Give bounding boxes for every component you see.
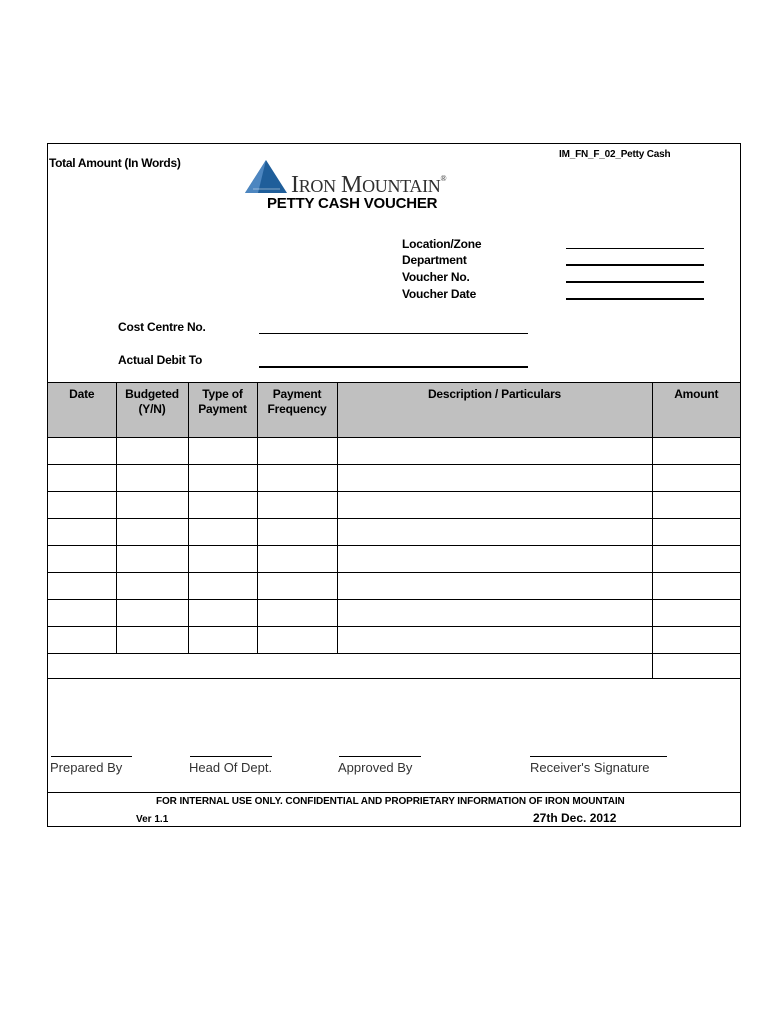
page-title: PETTY CASH VOUCHER (267, 195, 438, 212)
receiver-signature-line[interactable] (530, 756, 667, 757)
total-amount-label: Total Amount (In Words) (49, 156, 181, 170)
voucher-date-field[interactable] (566, 298, 704, 300)
voucher-table (48, 382, 740, 654)
approved-by-label: Approved By (338, 760, 413, 775)
table-row (48, 519, 740, 546)
table-row (48, 600, 740, 627)
table-header-row (48, 383, 740, 438)
form-code: IM_FN_F_02_Petty Cash (559, 149, 671, 160)
location-label: Location/Zone (402, 237, 482, 251)
voucher-no-label: Voucher No. (402, 270, 470, 284)
table-row (48, 438, 740, 465)
receiver-signature-label: Receiver's Signature (530, 760, 650, 775)
head-of-dept-line[interactable] (190, 756, 272, 757)
location-field[interactable] (566, 248, 704, 249)
col-description: Description / Particulars (337, 383, 652, 438)
approved-by-line[interactable] (339, 756, 421, 757)
col-amount: Amount (652, 383, 740, 438)
department-label: Department (402, 253, 467, 267)
confidential-notice: FOR INTERNAL USE ONLY. CONFIDENTIAL AND PROPRIETARY INFORMATION OF IRON MOUNTAIN (156, 796, 625, 807)
table-row (48, 492, 740, 519)
version-label: Ver 1.1 (136, 814, 169, 825)
total-amount-divider (652, 651, 653, 678)
department-field[interactable] (566, 264, 704, 266)
prepared-by-line[interactable] (51, 756, 132, 757)
brand-name: IRON MOUNTAIN® (291, 172, 447, 198)
cost-centre-label: Cost Centre No. (118, 320, 206, 334)
table-row (48, 573, 740, 600)
total-amount-row (48, 651, 740, 679)
col-type-of-payment: Type of Payment (188, 383, 257, 438)
col-date: Date (48, 383, 116, 438)
voucher-no-field[interactable] (566, 281, 704, 283)
table-row (48, 546, 740, 573)
table-row (48, 465, 740, 492)
debit-to-field[interactable] (259, 366, 528, 368)
footer-divider (48, 792, 740, 793)
debit-to-label: Actual Debit To (118, 353, 203, 367)
petty-cash-voucher-form (47, 143, 741, 827)
cost-centre-field[interactable] (259, 333, 528, 334)
col-budgeted: Budgeted (Y/N) (116, 383, 188, 438)
col-payment-frequency: Payment Frequency (257, 383, 337, 438)
head-of-dept-label: Head Of Dept. (189, 760, 273, 775)
iron-mountain-logo-icon (244, 159, 288, 195)
prepared-by-label: Prepared By (50, 760, 123, 775)
voucher-date-label: Voucher Date (402, 287, 477, 301)
table-row (48, 627, 740, 654)
revision-date: 27th Dec. 2012 (533, 811, 617, 825)
